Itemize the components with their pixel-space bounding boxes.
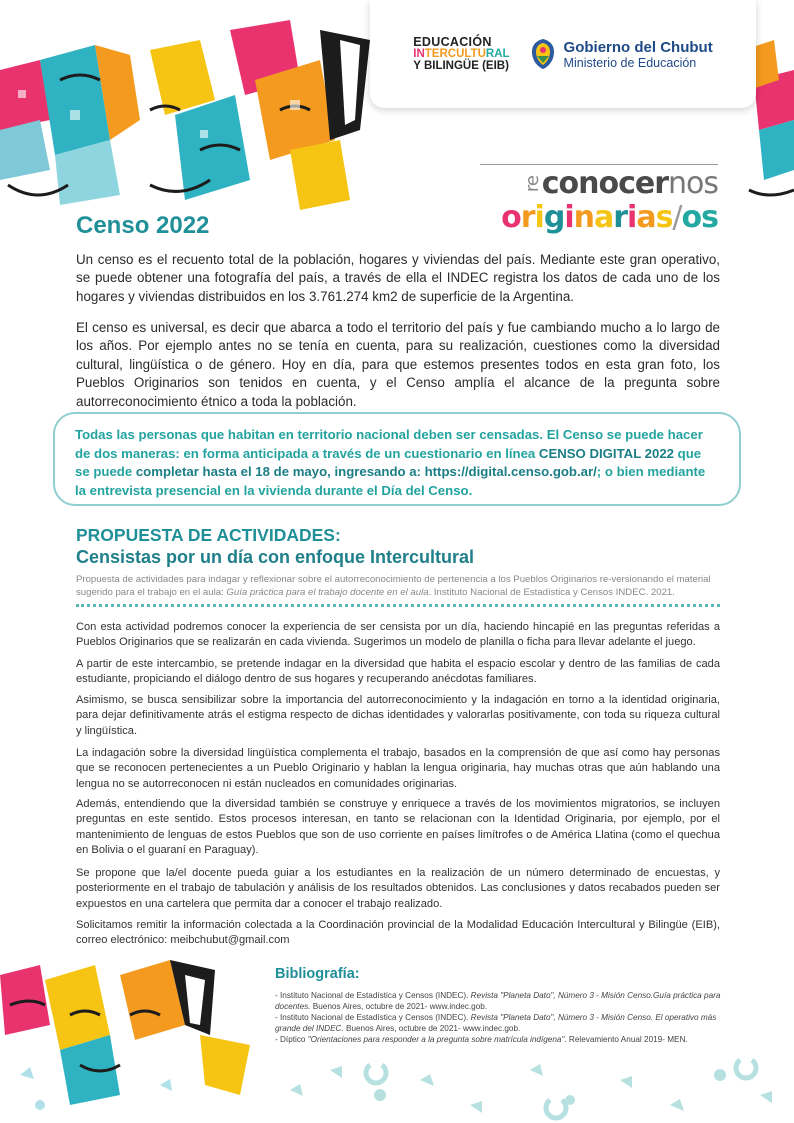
bibliography-item: - Instituto Nacional de Estadística y Censos (INDEC). Revista "Planeta Dato", Número 3 - Misión Censo.Guía práctica para docentes. Buenos Aires, octubre de 2021- www.indec.gob. — [275, 991, 721, 1011]
gov-ministry: Ministerio de Educación — [563, 55, 697, 70]
chubut-logo — [530, 38, 713, 70]
dotted-divider — [76, 604, 720, 607]
body-paragraph-2: A partir de este intercambio, se pretende indagar en la diversidad que habita el espacio escolar y dentro de las familias de cada estudiante, propiciando el diálogo dentro de sus hogares y recuperando anécdotas familiares. — [76, 658, 720, 686]
body-paragraph-5: Además, entendiendo que la diversidad también se construye y enriquece a través de los movimientos migratorios, se incluyen preguntas en este sentido. Estos procesos interesan, en tanto se relacionan con la Identidad Originaria, por ejemplo, por el mantenimiento de lenguas de estos Pueblos que son de uso corriente en países limítrofes o de América Llatina (como el quechua en Bolivia o el guaraní en Paraguay). — [76, 798, 720, 857]
section-subheading: Censistas por un día con enfoque Intercultural — [76, 547, 475, 567]
eib-logo-line1: EDUCACIÓN — [413, 35, 492, 49]
intro-paragraph-2: El censo es universal, es decir que abarca a todo el territorio del país y fue cambiando mucho a lo largo de los años. Por ejemplo antes no se tenía en cuenta, para su realización, cuestiones como la diversidad cultural, lingüística o de género. Hoy en día, para que estemos presentes todos en esta gran foto, los Pueblos Originarios son tenidos en cuenta, y el Censo amplía el alcance de la pregunta sobre autorreconocimiento étnico a toda la población. — [76, 320, 720, 409]
page-title: Censo 2022 — [76, 212, 210, 239]
bibliography-item: - Instituto Nacional de Estadística y Censos (INDEC). Revista "Planeta Dato", Número 3 - Misión Censo. El operativo más grande del INDEC. Buenos Aires, octubre de 2021- www.indec.gob. — [275, 1013, 717, 1033]
chubut-crest-icon — [530, 38, 556, 70]
campaign-logo-row2: originarias/os — [501, 200, 718, 235]
campaign-logo-row1: reconocernos — [521, 166, 718, 201]
bibliography-item: - Díptico "Orientaciones para responder a la pregunta sobre matrícula indígena". Relevamiento Anual 2019- MEN. — [275, 1035, 688, 1044]
colorful-word: originarias — [501, 200, 673, 235]
decorative-shapes-strip — [270, 1050, 794, 1123]
body-paragraph-3: Asimismo, se busca sensibilizar sobre la importancia del autorreconocimiento y la indagación en torno a la identidad originaria, para dejar definitivamente atrás el estigma respecto de dichas identidades y valorarlas positivamente, con toda su riqueza cultural y lingüística. — [76, 694, 720, 737]
section-heading: PROPUESTA DE ACTIVIDADES: — [76, 525, 341, 545]
body-paragraph-4: La indagación sobre la diversidad lingüística complementa el trabajo, basados en la comprensión de que así como hay personas que se reconocen pertenecientes a un Pueblo Originario y hablan la lengua originaria, hay muchas otras que aún hablando una lengua no se autorreconocen ni están nucleados en comunidades originarias. — [76, 747, 720, 790]
body-paragraph-7: Solicitamos remitir la información colectada a la Coordinación provincial de la Modalidad Educación Intercultural y Bilingüe (EIB), correo electrónico: meibchubut@gmail.com — [76, 919, 720, 947]
body-paragraph-1: Con esta actividad podremos conocer la experiencia de ser censista por un día, haciendo hincapié en las preguntas referidas a Pueblos Originarios que se realizarán en cada vivienda. Sugerimos un modelo de planilla o ficha para llevar adelante el juego. — [76, 621, 720, 649]
campaign-logo-rule — [480, 164, 718, 165]
census-info-callout: Todas las personas que habitan en territorio nacional deben ser censadas. El Censo se puede hacer de dos maneras: en forma anticipada a través de un cuestionario en línea CENSO DIGITAL 2022 que se puede completar hasta el 18 de mayo, ingresando a: https://digital.censo.gob.ar/; o bien mediante la entrevista presencial en la vivienda durante el Día del Censo. — [53, 412, 741, 506]
body-paragraph-6: Se propone que la/el docente pueda guiar a los estudiantes en la realización de un número determinado de encuestas, y posteriormente en el trabajo de tabulación y análisis de los resultados obtenidos. Las conclusiones y datos recabados pueden ser expuestos en una cartelera que permita dar a conocer el trabajo realizado. — [76, 867, 720, 910]
campaign-logo — [478, 164, 718, 235]
section-description: Propuesta de actividades para indagar y reflexionar sobre el autorreconocimiento de pertenencia a los Pueblos Originarios re-versionando el material sugerido para el trabajo en el aula: Guía práctica para el trabajo docente en el aula. Instituto Nacional de Estadística y Censos INDEC. 2021. — [76, 574, 711, 599]
gov-name: Gobierno del Chubut — [563, 38, 713, 56]
intro-paragraph-1: Un censo es el recuento total de la población, hogares y viviendas del país. Mediante este gran operativo, se puede obtener una fotografía del país, a través de ella el INDEC registra los datos de cada uno de los hogares y viviendas distribuidos en los 3.761.274 km2 de superficie de la Argentina. — [76, 252, 720, 304]
bibliography-heading: Bibliografía: — [275, 966, 360, 982]
header-logos-card — [370, 0, 756, 108]
decorative-pattern-bottom — [0, 955, 270, 1123]
bibliography-list — [275, 990, 735, 1045]
eib-logo-line2: INTERCULTURAL — [413, 48, 510, 60]
eib-logo-line3: Y BILINGÜE (EIB) — [413, 60, 509, 72]
eib-logo — [413, 36, 509, 72]
